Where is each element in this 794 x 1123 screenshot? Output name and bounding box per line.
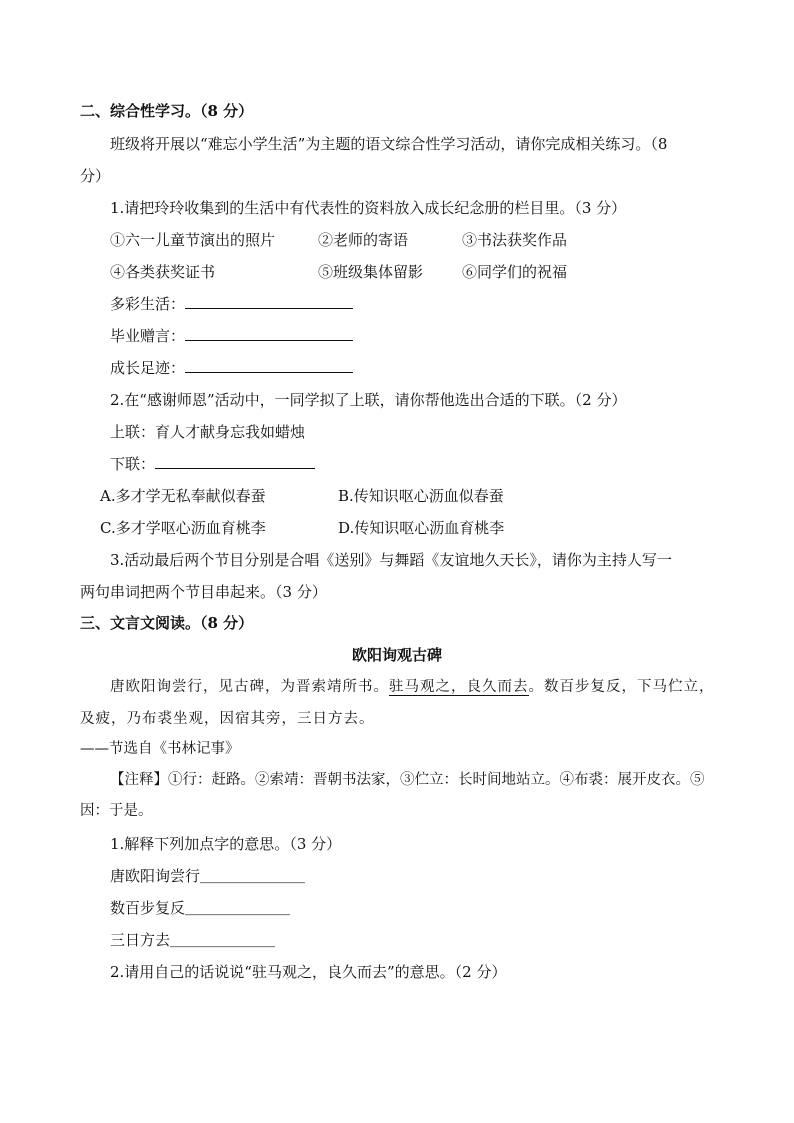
q2-lower-row[interactable] xyxy=(110,454,315,474)
passage-text: 唐欧阳询尝行，见古碑，为晋索靖所书。 xyxy=(110,679,389,695)
q2-choice-b[interactable]: B.传知识呕心沥血似春蚕 xyxy=(338,487,504,505)
answer-blank[interactable] xyxy=(155,454,315,469)
q1-option-4: ④各类获奖证书 xyxy=(110,263,216,281)
q1-option-5: ⑤班级集体留影 xyxy=(318,263,424,281)
answer-blank[interactable] xyxy=(185,326,353,341)
answer-blank[interactable] xyxy=(185,294,353,309)
section2-heading: 二、综合性学习。（8 分） xyxy=(80,102,254,120)
passage-line xyxy=(110,677,715,697)
q1-field-row[interactable] xyxy=(110,326,353,346)
section2-intro-cont: 分） xyxy=(80,167,111,185)
q2-choice-d[interactable]: D.传知识呕心沥血育桃李 xyxy=(338,519,505,537)
q3-prompt-cont: 两句串词把两个节目串起来。（3 分） xyxy=(80,583,327,601)
section2-intro: 班级将开展以“难忘小学生活”为主题的语文综合性学习活动，请你完成相关练习。（8 xyxy=(110,135,668,153)
annotation-note-cont: 因：于是。 xyxy=(80,803,153,819)
q2-choice-a[interactable]: A.多才学无私奉献似春蚕 xyxy=(100,487,266,505)
q3-prompt: 3.活动最后两个节目分别是合唱《送别》与舞蹈《友谊地久天长》，请你为主持人写一 xyxy=(110,551,672,569)
s3-q1-item[interactable]: 三日方去＿＿＿＿＿＿＿ xyxy=(110,931,276,949)
q1-field-row[interactable] xyxy=(110,358,353,378)
underlined-phrase: 驻马观之，良久而去 xyxy=(389,679,529,695)
q1-option-3: ③书法获奖作品 xyxy=(462,231,568,249)
q1-field-row[interactable] xyxy=(110,294,353,314)
s3-q1-prompt: 1.解释下列加点字的意思。（3 分） xyxy=(110,835,342,853)
annotation-note: 【注释】①行：赶路。②索靖：晋朝书法家，③伫立：长时间地站立。④布裘：展开皮衣。⑤ xyxy=(110,772,705,788)
passage-line: 及疲，乃布裘坐观，因宿其旁，三日方去。 xyxy=(80,711,375,727)
q1-option-2: ②老师的寄语 xyxy=(318,231,409,249)
passage-source: ——节选自《书林记事》 xyxy=(80,741,240,757)
s3-q2-prompt: 2.请用自己的话说说“驻马观之，良久而去”的意思。（2 分） xyxy=(110,963,507,981)
section3-heading: 三、文言文阅读。（8 分） xyxy=(80,614,254,632)
q2-lower-label: 下联： xyxy=(110,455,156,473)
q2-prompt: 2.在“感谢师恩”活动中，一同学拟了上联，请你帮他选出合适的下联。（2 分） xyxy=(110,391,627,409)
q1-field-label: 成长足迹： xyxy=(110,359,186,377)
s3-q1-item[interactable]: 唐欧阳询尝行＿＿＿＿＿＿＿ xyxy=(110,867,306,885)
s3-q1-item[interactable]: 数百步复反＿＿＿＿＿＿＿ xyxy=(110,899,291,917)
q1-option-1: ①六一儿童节演出的照片 xyxy=(110,231,276,249)
answer-blank[interactable] xyxy=(185,358,353,373)
passage-text: 。数百步复反，下马伫立， xyxy=(528,679,715,695)
q2-upper-couplet: 上联：育人才献身忘我如蜡烛 xyxy=(110,423,306,441)
q2-choice-c[interactable]: C.多才学呕心沥血育桃李 xyxy=(100,519,266,537)
q1-field-label: 毕业赠言： xyxy=(110,327,186,345)
q1-prompt: 1.请把玲玲收集到的生活中有代表性的资料放入成长纪念册的栏目里。（3 分） xyxy=(110,199,627,217)
q1-option-6: ⑥同学们的祝福 xyxy=(462,263,568,281)
q1-field-label: 多彩生活： xyxy=(110,295,186,313)
passage-title: 欧阳询观古碑 xyxy=(351,646,442,664)
